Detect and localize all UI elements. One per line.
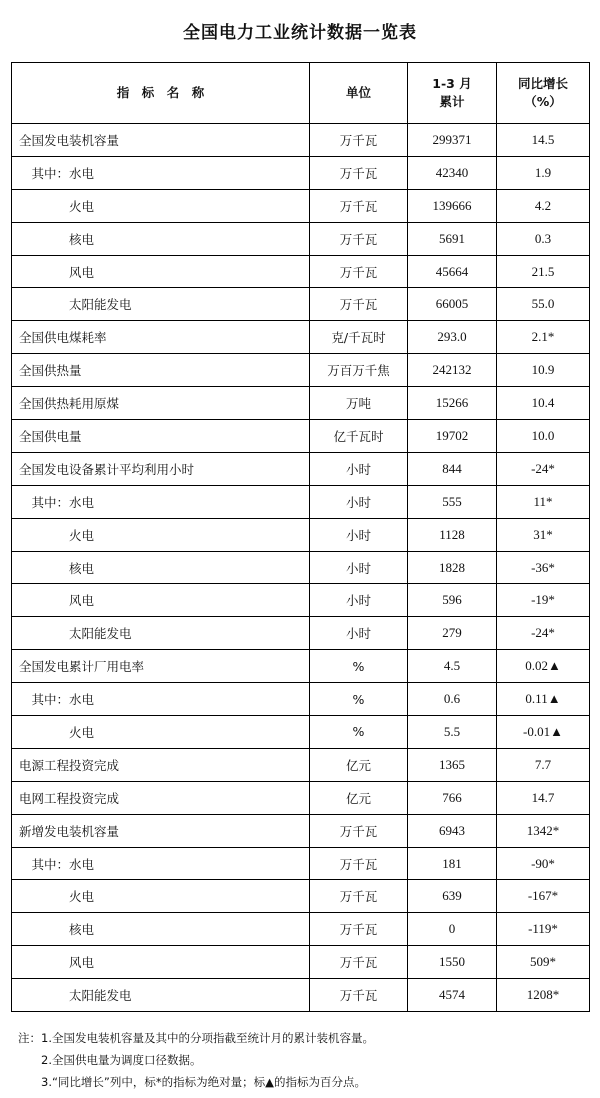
row-growth-value: 0.3	[497, 222, 590, 255]
header-cumulative-line2: 累计	[439, 94, 465, 109]
row-growth-value: 1342*	[497, 814, 590, 847]
table-row	[12, 255, 590, 288]
row-cumulative-value: 242132	[408, 354, 497, 387]
row-indicator-name: 全国供电量	[12, 420, 310, 453]
footnote-3: 3.“同比增长”列中，标*的指标为绝对量；标▲的指标为百分点。	[18, 1075, 366, 1089]
row-indicator-name: 核电	[12, 551, 310, 584]
table-row	[12, 716, 590, 749]
row-indicator-name: 全国供热耗用原煤	[12, 387, 310, 420]
row-unit: 小时	[310, 485, 408, 518]
row-indicator-name: 风电	[12, 946, 310, 979]
row-cumulative-value: 1550	[408, 946, 497, 979]
table-header-row	[12, 63, 590, 124]
row-cumulative-value: 5691	[408, 222, 497, 255]
row-growth-value: 1.9	[497, 156, 590, 189]
row-indicator-name: 其中：水电	[12, 156, 310, 189]
row-cumulative-value: 4.5	[408, 650, 497, 683]
table-row	[12, 781, 590, 814]
row-unit: 小时	[310, 617, 408, 650]
row-indicator-name: 火电	[12, 189, 310, 222]
row-growth-value: 0.11▲	[497, 683, 590, 716]
row-cumulative-value: 279	[408, 617, 497, 650]
row-indicator-name: 新增发电装机容量	[12, 814, 310, 847]
row-unit: 万千瓦	[310, 946, 408, 979]
row-growth-value: 10.4	[497, 387, 590, 420]
row-growth-value: 14.5	[497, 124, 590, 157]
table-row	[12, 584, 590, 617]
row-cumulative-value: 596	[408, 584, 497, 617]
row-indicator-name: 全国供热量	[12, 354, 310, 387]
row-indicator-name: 火电	[12, 518, 310, 551]
row-growth-value: 509*	[497, 946, 590, 979]
row-indicator-name: 全国发电累计厂用电率	[12, 650, 310, 683]
header-growth-line1: 同比增长	[517, 76, 568, 91]
table-row	[12, 946, 590, 979]
footnote-2: 2.全国供电量为调度口径数据。	[18, 1053, 202, 1067]
row-growth-value: 55.0	[497, 288, 590, 321]
row-growth-value: 7.7	[497, 748, 590, 781]
row-growth-value: 4.2	[497, 189, 590, 222]
row-indicator-name: 火电	[12, 880, 310, 913]
table-row	[12, 913, 590, 946]
row-cumulative-value: 19702	[408, 420, 497, 453]
row-unit: 小时	[310, 518, 408, 551]
row-indicator-name: 电网工程投资完成	[12, 781, 310, 814]
row-growth-value: -36*	[497, 551, 590, 584]
table-row	[12, 814, 590, 847]
row-cumulative-value: 639	[408, 880, 497, 913]
row-growth-value: -24*	[497, 452, 590, 485]
header-growth-line2: （%）	[524, 94, 562, 109]
row-unit: 万千瓦	[310, 847, 408, 880]
row-growth-value: -19*	[497, 584, 590, 617]
row-unit: %	[310, 683, 408, 716]
row-cumulative-value: 1365	[408, 748, 497, 781]
row-indicator-name: 全国发电装机容量	[12, 124, 310, 157]
row-unit: 万千瓦	[310, 880, 408, 913]
row-growth-value: -24*	[497, 617, 590, 650]
row-growth-value: 21.5	[497, 255, 590, 288]
header-cumulative-line1: 1-3 月	[432, 76, 472, 91]
table-row	[12, 288, 590, 321]
row-cumulative-value: 0	[408, 913, 497, 946]
table-row	[12, 748, 590, 781]
row-growth-value: 10.9	[497, 354, 590, 387]
header-unit: 单位	[310, 63, 408, 124]
table-row	[12, 156, 590, 189]
row-cumulative-value: 45664	[408, 255, 497, 288]
row-cumulative-value: 15266	[408, 387, 497, 420]
row-unit: 万千瓦	[310, 222, 408, 255]
table-row	[12, 222, 590, 255]
table-row	[12, 979, 590, 1012]
footnotes	[18, 1027, 588, 1093]
row-cumulative-value: 42340	[408, 156, 497, 189]
row-cumulative-value: 299371	[408, 124, 497, 157]
row-unit: %	[310, 650, 408, 683]
table-row	[12, 650, 590, 683]
row-indicator-name: 火电	[12, 716, 310, 749]
row-indicator-name: 其中：水电	[12, 847, 310, 880]
header-cumulative	[408, 63, 497, 124]
table-row	[12, 847, 590, 880]
row-unit: 万吨	[310, 387, 408, 420]
row-unit: 万千瓦	[310, 913, 408, 946]
row-growth-value: -167*	[497, 880, 590, 913]
row-indicator-name: 风电	[12, 584, 310, 617]
table-row	[12, 354, 590, 387]
row-cumulative-value: 1828	[408, 551, 497, 584]
row-unit: 万百万千焦	[310, 354, 408, 387]
row-unit: 万千瓦	[310, 156, 408, 189]
row-cumulative-value: 293.0	[408, 321, 497, 354]
row-cumulative-value: 0.6	[408, 683, 497, 716]
row-cumulative-value: 844	[408, 452, 497, 485]
header-indicator-name: 指 标 名 称	[12, 63, 310, 124]
row-indicator-name: 太阳能发电	[12, 288, 310, 321]
row-cumulative-value: 181	[408, 847, 497, 880]
row-unit: 亿元	[310, 748, 408, 781]
table-row	[12, 485, 590, 518]
row-cumulative-value: 139666	[408, 189, 497, 222]
row-unit: 亿元	[310, 781, 408, 814]
row-indicator-name: 其中：水电	[12, 485, 310, 518]
row-cumulative-value: 5.5	[408, 716, 497, 749]
table-row	[12, 452, 590, 485]
table-row	[12, 551, 590, 584]
row-indicator-name: 太阳能发电	[12, 979, 310, 1012]
row-indicator-name: 太阳能发电	[12, 617, 310, 650]
row-indicator-name: 其中：水电	[12, 683, 310, 716]
row-cumulative-value: 4574	[408, 979, 497, 1012]
row-cumulative-value: 1128	[408, 518, 497, 551]
row-unit: 小时	[310, 452, 408, 485]
row-indicator-name: 核电	[12, 913, 310, 946]
header-growth	[497, 63, 590, 124]
row-unit: 小时	[310, 551, 408, 584]
table-row	[12, 420, 590, 453]
row-growth-value: 31*	[497, 518, 590, 551]
table-row	[12, 880, 590, 913]
table-row	[12, 387, 590, 420]
row-unit: 万千瓦	[310, 288, 408, 321]
row-unit: %	[310, 716, 408, 749]
row-unit: 万千瓦	[310, 979, 408, 1012]
footnote-1: 注：1.全国发电装机容量及其中的分项指截至统计月的累计装机容量。	[18, 1031, 374, 1045]
table-row	[12, 124, 590, 157]
row-indicator-name: 核电	[12, 222, 310, 255]
table-row	[12, 189, 590, 222]
row-indicator-name: 风电	[12, 255, 310, 288]
row-cumulative-value: 766	[408, 781, 497, 814]
row-indicator-name: 全国供电煤耗率	[12, 321, 310, 354]
row-growth-value: -119*	[497, 913, 590, 946]
statistics-table	[11, 62, 590, 1012]
row-unit: 亿千瓦时	[310, 420, 408, 453]
row-cumulative-value: 66005	[408, 288, 497, 321]
row-growth-value: 0.02▲	[497, 650, 590, 683]
row-unit: 万千瓦	[310, 124, 408, 157]
row-cumulative-value: 6943	[408, 814, 497, 847]
table-row	[12, 321, 590, 354]
row-growth-value: -0.01▲	[497, 716, 590, 749]
table-body	[12, 124, 590, 1012]
row-growth-value: 2.1*	[497, 321, 590, 354]
row-unit: 万千瓦	[310, 255, 408, 288]
row-growth-value: 11*	[497, 485, 590, 518]
row-indicator-name: 全国发电设备累计平均利用小时	[12, 452, 310, 485]
row-unit: 万千瓦	[310, 814, 408, 847]
table-row	[12, 518, 590, 551]
row-growth-value: 1208*	[497, 979, 590, 1012]
row-growth-value: 14.7	[497, 781, 590, 814]
row-growth-value: -90*	[497, 847, 590, 880]
row-unit: 小时	[310, 584, 408, 617]
row-growth-value: 10.0	[497, 420, 590, 453]
row-cumulative-value: 555	[408, 485, 497, 518]
row-indicator-name: 电源工程投资完成	[12, 748, 310, 781]
row-unit: 克/千瓦时	[310, 321, 408, 354]
table-row	[12, 617, 590, 650]
table-row	[12, 683, 590, 716]
row-unit: 万千瓦	[310, 189, 408, 222]
page-title: 全国电力工业统计数据一览表	[183, 23, 417, 43]
